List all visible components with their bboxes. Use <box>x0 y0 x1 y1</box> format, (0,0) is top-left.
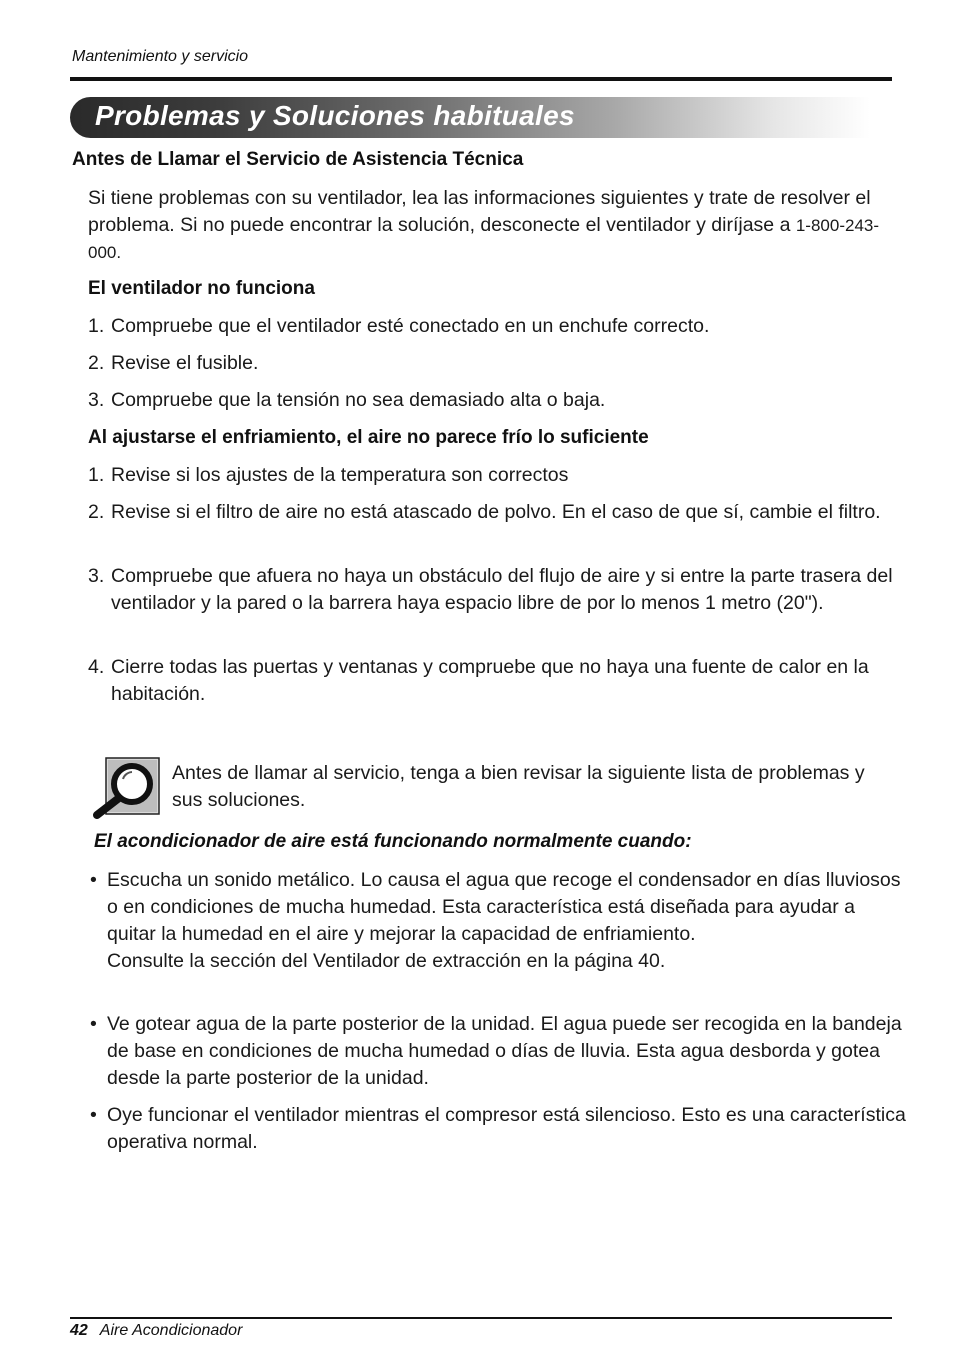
bullet-extra: Consulte la sección del Ventilador de extracción en la página 40. <box>107 950 666 972</box>
running-header: Mantenimiento y servicio <box>72 48 249 65</box>
list-item <box>88 563 908 617</box>
magnifier-icon <box>92 757 162 819</box>
list-item <box>88 387 908 414</box>
item-number: 1. <box>88 464 105 486</box>
intro-text: Si tiene problemas con su ventilador, lea las informaciones siguientes y trate de resolver el problema. Si no puede encontrar la solución, desconecte el ventilador y diríjase a <box>88 187 871 236</box>
bullet-dot: • <box>90 1104 97 1126</box>
subheading-enfriamiento: Al ajustarse el enfriamiento, el aire no parece frío lo suficiente <box>88 427 649 448</box>
item-text: Compruebe que el ventilador esté conectado en un enchufe correcto. <box>111 315 710 337</box>
bullet-text: Ve gotear agua de la parte posterior de la unidad. El agua puede ser recogida en la bandeja de base en condiciones de mucha humedad o días de lluvia. Esta agua desborda y gotea desde la parte posterior de la unidad. <box>107 1013 902 1089</box>
bullet-text: Oye funcionar el ventilador mientras el compresor está silencioso. Esto es una característica operativa normal. <box>107 1104 906 1153</box>
bottom-rule <box>70 1317 892 1319</box>
phone-number: 1-800-243-000. <box>88 216 880 262</box>
item-number: 3. <box>88 565 105 587</box>
subheading-no-funciona: El ventilador no funciona <box>88 278 315 299</box>
list-item <box>88 654 908 708</box>
section-heading: Antes de Llamar el Servicio de Asistencia Técnica <box>72 149 524 170</box>
item-number: 3. <box>88 389 105 411</box>
bullet-item <box>90 1011 908 1092</box>
normal-operation-heading: El acondicionador de aire está funcionando normalmente cuando: <box>94 831 692 852</box>
page-number: 42 <box>70 1322 88 1339</box>
top-rule <box>70 77 892 81</box>
note-text: Antes de llamar al servicio, tenga a bien revisar la siguiente lista de problemas y sus soluciones. <box>172 762 865 811</box>
item-number: 2. <box>88 501 105 523</box>
bullet-item <box>90 867 908 975</box>
item-number: 1. <box>88 315 105 337</box>
bullet-item <box>90 1102 908 1156</box>
item-number: 2. <box>88 352 105 374</box>
footer-title: Aire Acondicionador <box>99 1322 243 1339</box>
item-text: Revise el fusible. <box>111 352 259 374</box>
page-footer <box>70 1322 242 1340</box>
list-item <box>88 350 908 377</box>
title-banner <box>70 97 870 138</box>
item-text: Revise si el filtro de aire no está atascado de polvo. En el caso de que sí, cambie el filtro. <box>111 501 881 523</box>
list-item <box>88 313 908 340</box>
bullet-text: Escucha un sonido metálico. Lo causa el agua que recoge el condensador en días lluviosos o en condiciones de mucha humedad. Esta característica está diseñada para ayudar a quitar la humedad en el aire y mejorar la capacidad de enfriamiento. <box>107 869 901 945</box>
item-number: 4. <box>88 656 105 678</box>
bullet-dot: • <box>90 869 97 891</box>
intro-paragraph <box>88 185 908 266</box>
item-text: Cierre todas las puertas y ventanas y compruebe que no haya una fuente de calor en la habitación. <box>111 656 869 705</box>
item-text: Compruebe que afuera no haya un obstáculo del flujo de aire y si entre la parte trasera del ventilador y la pared o la barrera haya espacio libre de por lo menos 1 metro (20"). <box>111 565 893 614</box>
list-item <box>88 462 908 489</box>
list-item <box>88 499 908 526</box>
item-text: Compruebe que la tensión no sea demasiado alta o baja. <box>111 389 606 411</box>
page-title: Problemas y Soluciones habituales <box>95 100 575 131</box>
bullet-dot: • <box>90 1013 97 1035</box>
item-text: Revise si los ajustes de la temperatura son correctos <box>111 464 569 486</box>
